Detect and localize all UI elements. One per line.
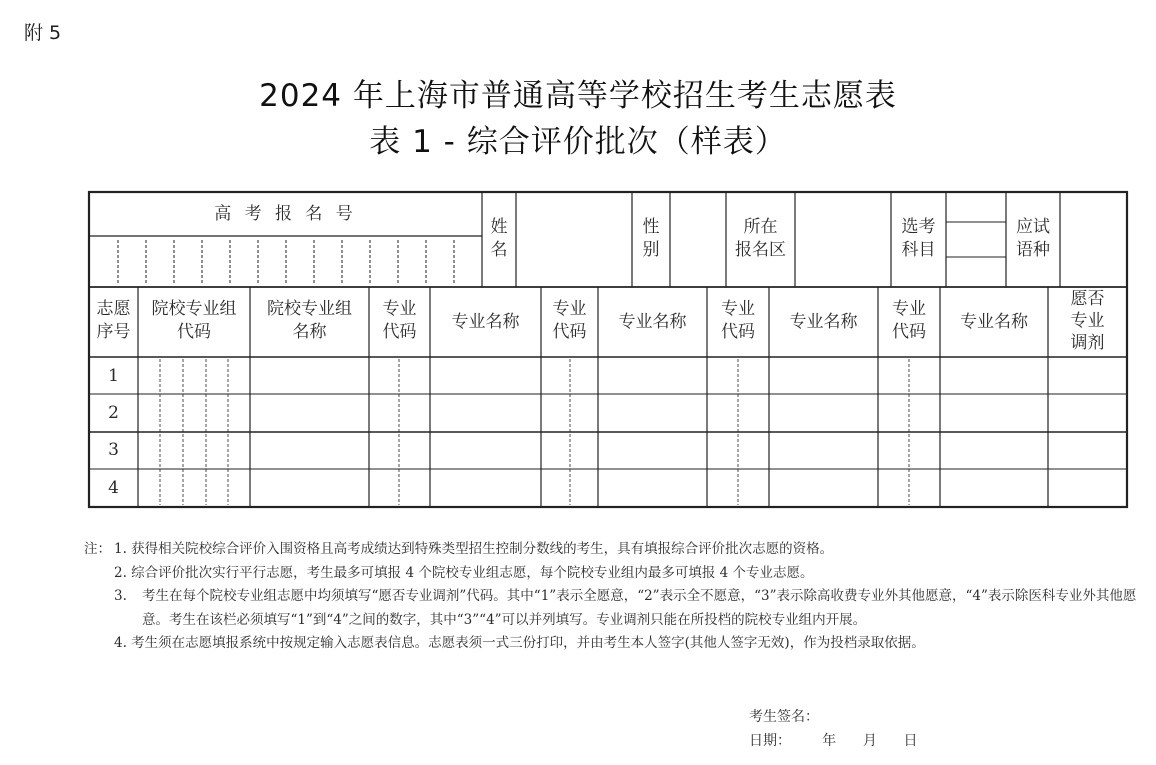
gender-label: 性 别 <box>642 217 660 260</box>
col-major-name-header: 专业名称 <box>618 312 687 332</box>
col-major-code-header: 专业 代码 <box>721 299 755 342</box>
col-group-name-header: 院校专业组 名称 <box>267 299 352 342</box>
form-title: 2024 年上海市普通高等学校招生考生志愿表 <box>259 78 897 114</box>
col-major-name-header: 专业名称 <box>960 312 1028 332</box>
col-major-code-header: 专业 代码 <box>552 299 587 342</box>
language-label: 应试 语种 <box>1016 217 1050 260</box>
subjects-label: 选考 科目 <box>901 217 936 260</box>
district-label: 所在 报名区 <box>735 217 786 260</box>
col-major-code-header: 专业 代码 <box>892 299 926 342</box>
annex-label: 附 5 <box>24 22 62 44</box>
col-seq-header: 志愿 序号 <box>96 299 131 342</box>
table-border <box>89 192 1127 507</box>
signature-label: 考生签名： <box>749 709 819 725</box>
exam-number-label: 高 考 报 名 号 <box>214 204 357 224</box>
form-subtitle: 表 1 - 综合评价批次（样表） <box>369 124 787 160</box>
exam-no-digit-boxes <box>118 240 454 284</box>
notes-section <box>84 538 1144 656</box>
note-2: 2. 综合评价批次实行平行志愿，考生最多可填报 4 个院校专业组志愿，每个院校专业组内最多可填报 4 个专业志愿。 <box>114 564 814 581</box>
col-major-name-header: 专业名称 <box>789 312 858 332</box>
note-3: 考生在每个院校专业组志愿中均须填写“愿否专业调剂”代码。其中“1”表示全愿意，“2”表示全不愿意，“3”表示除高收费专业外其他愿意，“4”表示除医科专业外其他愿意。考生在该栏必须填写“1”到“4”之间的数字，其中“3”“4”可以并列填写。专业调剂只能在所投档的院校专业组内开展。 <box>142 588 1137 628</box>
row-number: 2 <box>108 403 119 423</box>
col-adjust-header: 愿否 专业 调剂 <box>1070 289 1105 353</box>
name-label: 姓 名 <box>490 217 508 260</box>
col-group-code-header: 院校专业组 代码 <box>151 299 237 342</box>
note-4: 4. 考生须在志愿填报系统中按规定输入志愿表信息。志愿表须一式三份打印，并由考生本人签字(其他人签字无效)，作为投档录取依据。 <box>114 635 925 651</box>
note-1: 1. 获得相关院校综合评价入围资格且高考成绩达到特殊类型招生控制分数线的考生，具有填报综合评价批次志愿的资格。 <box>114 541 834 557</box>
col-major-name-header: 专业名称 <box>451 312 520 332</box>
note-3-number: 3. <box>114 588 127 604</box>
row-number: 1 <box>108 366 119 386</box>
col-major-code-header: 专业 代码 <box>382 299 417 342</box>
row-number: 4 <box>108 478 119 498</box>
row-number: 3 <box>108 440 119 460</box>
date-label: 日期： 年 月 日 <box>749 733 918 749</box>
notes-prefix: 注： <box>84 541 111 557</box>
